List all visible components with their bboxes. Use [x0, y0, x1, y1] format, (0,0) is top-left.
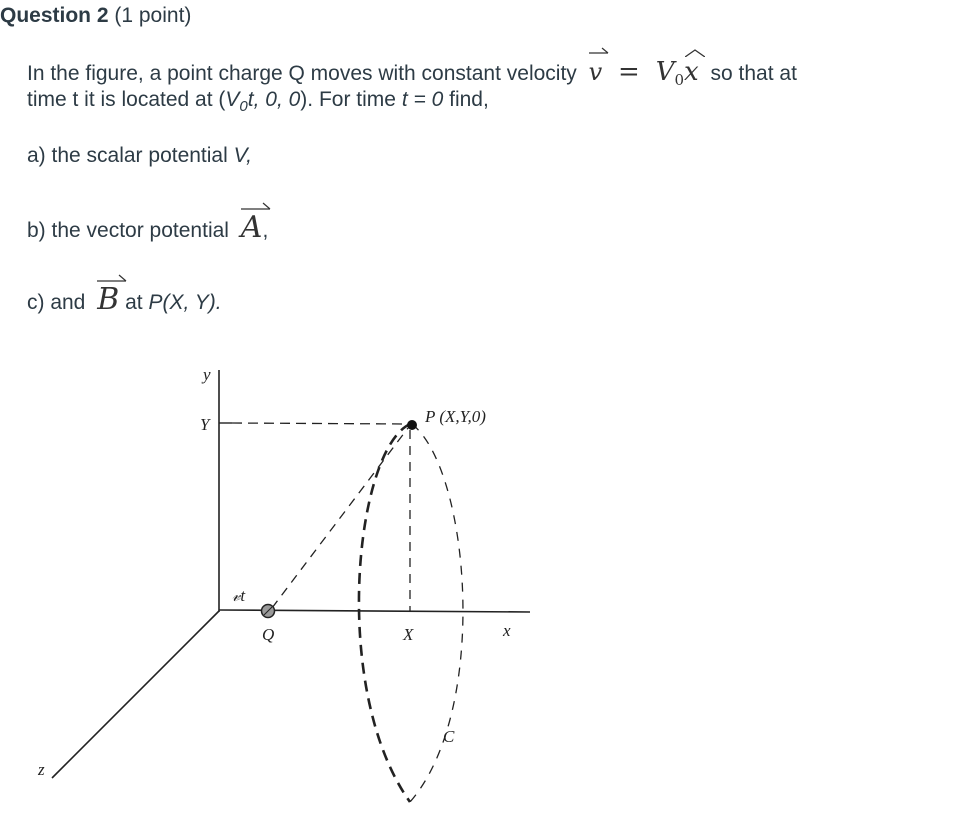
C-label: C: [443, 727, 455, 746]
part-a-text: a) the scalar potential: [27, 144, 228, 167]
part-a: [27, 142, 252, 170]
question-title: Question 2: [0, 4, 109, 27]
part-b: [27, 210, 269, 245]
P-label: P (X,Y,0): [425, 407, 486, 426]
hat-icon: [685, 49, 705, 57]
x-hat-symbol: x: [684, 57, 699, 87]
circle-front-half: [359, 424, 410, 802]
x-axis-label: x: [503, 621, 511, 640]
velocity-symbol: v: [588, 58, 603, 86]
vector-A-symbol: A: [240, 210, 263, 245]
location-rest: t, 0, 0: [247, 88, 301, 111]
intro-text-4: ). For time: [300, 88, 396, 111]
Q-label: Q: [262, 625, 275, 644]
intro-text-2: so that at: [710, 62, 797, 85]
equals-sign: =: [618, 57, 640, 87]
magnetic-field-B: [97, 282, 120, 317]
dashed-line-Y-to-P: [232, 423, 408, 424]
point-P-marker: [407, 420, 417, 430]
question-header: [0, 0, 191, 32]
speed-subscript: 0: [674, 71, 685, 89]
speed-symbol: V: [655, 57, 675, 87]
time-equation: t = 0: [401, 88, 444, 111]
location-subscript: 0: [239, 98, 248, 115]
X-label: X: [403, 625, 414, 644]
y-axis-label: y: [203, 365, 211, 384]
part-c-point: P(X, Y).: [148, 291, 222, 314]
velocity-vector: [589, 58, 603, 86]
dashed-line-Q-to-P: [272, 428, 408, 608]
vector-arrow-icon: [97, 274, 127, 284]
vector-arrow-icon: [589, 47, 609, 57]
part-c-text: c) and: [27, 291, 86, 314]
part-b-suffix: ,: [262, 219, 269, 242]
charge-figure: [0, 355, 560, 815]
vt-label: 𝓋t: [232, 586, 246, 605]
intro-line-2: [27, 86, 489, 121]
intro-text-5: find,: [449, 88, 489, 111]
question-points: (1 point): [114, 4, 192, 27]
Y-label: Y: [200, 415, 210, 434]
vector-B-symbol: B: [97, 282, 120, 317]
z-axis-label: z: [38, 760, 45, 779]
intro-text-3: time t it is located at (: [27, 88, 226, 111]
circle-back-half: [410, 424, 463, 802]
part-a-symbol: V,: [233, 144, 252, 167]
z-axis: [52, 611, 219, 778]
x-hat-vector: [684, 58, 699, 86]
part-c-mid: at: [125, 291, 143, 314]
intro-text-1: In the figure, a point charge Q moves with constant velocity: [27, 62, 577, 85]
location-V: V: [225, 88, 240, 111]
vector-arrow-icon: [241, 202, 271, 212]
part-c: [27, 282, 222, 317]
vector-potential-A: [240, 210, 263, 245]
part-b-text: b) the vector potential: [27, 219, 229, 242]
